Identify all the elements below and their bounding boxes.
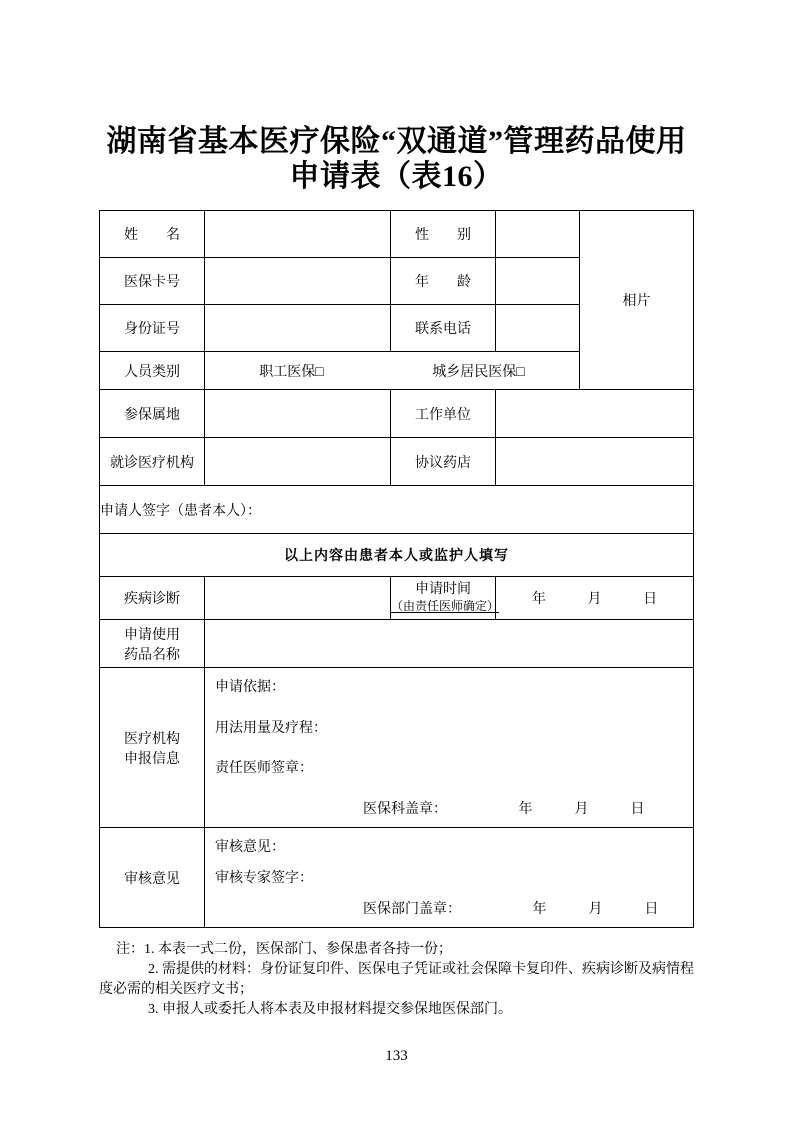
usage-course-label: 用法用量及疗程： [215,720,327,736]
resident-insurance-checkbox: 城乡居民医保□ [432,364,525,380]
institution-report-cell [205,668,694,828]
id-no-value-cell [205,305,391,352]
age-label: 年 龄 [391,258,496,305]
medical-institution-label: 就诊医疗机构 [100,438,205,486]
expert-signature-label: 审核专家签字： [215,871,313,886]
insurance-dept-seal-label: 医保部门盖章： [363,902,461,917]
insurance-office-seal-label: 医保科盖章： [363,801,447,817]
review-section-label: 审核意见 [100,828,205,928]
day-label: 日 [643,592,658,607]
note-line-3: 3. 申报人或委托人将本表及申报材料提交参保地医保部门。 [148,1002,512,1017]
insurance-office-seal-line [215,798,683,818]
row-section-divider [100,534,694,577]
institution-report-label: 医疗机构 申报信息 [100,668,205,828]
day-label: 日 [630,801,645,817]
drug-name-value-cell [205,620,694,668]
insurance-dept-seal-line [215,898,683,918]
medical-institution-value-cell [205,438,391,486]
agreement-pharmacy-value-cell [496,438,694,486]
person-type-label: 人员类别 [100,352,205,390]
row-review-opinion [100,828,694,928]
month-label: 月 [588,902,603,917]
work-unit-value-cell [496,390,694,438]
person-type-options-cell [205,352,580,390]
month-label: 月 [574,801,589,817]
gender-label: 性 别 [391,211,496,258]
card-no-label: 医保卡号 [100,258,205,305]
employee-insurance-checkbox: 职工医保□ [259,364,324,380]
note-line-1: 注：1. 本表一式二份，医保部门、参保患者各持一份； [116,942,452,957]
row-insured-place [100,390,694,438]
note-line-2: 2. 需提供的材料：身份证复印件、医保电子凭证或社会保障卡复印件、疾病诊断及病情程度必需的相关医疗文书； [99,962,694,997]
diagnosis-label: 疾病诊断 [100,577,205,620]
drug-name-label: 申请使用 药品名称 [100,620,205,668]
form-title [0,0,793,194]
card-no-value-cell [205,258,391,305]
year-label: 年 [532,902,547,917]
row-applicant-signature [100,486,694,534]
id-no-label: 身份证号 [100,305,205,352]
age-value-cell [496,258,580,305]
row-institution-report [100,668,694,828]
row-medical-institution [100,438,694,486]
section-divider-text: 以上内容由患者本人或监护人填写 [100,534,694,577]
row-drug-name [100,620,694,668]
apply-time-note: （由责任医师确定） [391,599,500,613]
row-diagnosis [100,577,694,620]
year-label: 年 [518,801,533,817]
diagnosis-value-cell [205,577,391,620]
name-value-cell [205,211,391,258]
phone-value-cell [496,305,580,352]
apply-date-cell [496,577,694,620]
gender-value-cell [496,211,580,258]
review-opinion-label: 审核意见： [215,840,285,855]
day-label: 日 [644,902,659,917]
review-opinion-cell [205,828,694,928]
month-label: 月 [587,592,602,607]
applicant-signature-label: 申请人签字（患者本人）： [100,486,694,534]
insured-place-label: 参保属地 [100,390,205,438]
doctor-signature-label: 责任医师签章： [215,761,313,777]
application-form-table [99,210,694,928]
apply-basis-label: 申请依据： [215,680,285,695]
row-name-gender [100,211,694,258]
year-label: 年 [531,592,546,607]
page-number: 133 [385,1048,408,1064]
phone-label: 联系电话 [391,305,496,352]
photo-cell: 相片 [580,211,694,390]
form-title-line2: 申请表（表16） [289,160,504,193]
name-label: 姓 名 [100,211,205,258]
form-notes [99,940,694,1020]
apply-time-cell [391,577,500,620]
agreement-pharmacy-label: 协议药店 [391,438,496,486]
form-title-line1: 湖南省基本医疗保险“双通道”管理药品使用 [106,125,687,158]
apply-time-label: 申请时间 [415,582,471,597]
insured-place-value-cell [205,390,391,438]
work-unit-label: 工作单位 [391,390,496,438]
